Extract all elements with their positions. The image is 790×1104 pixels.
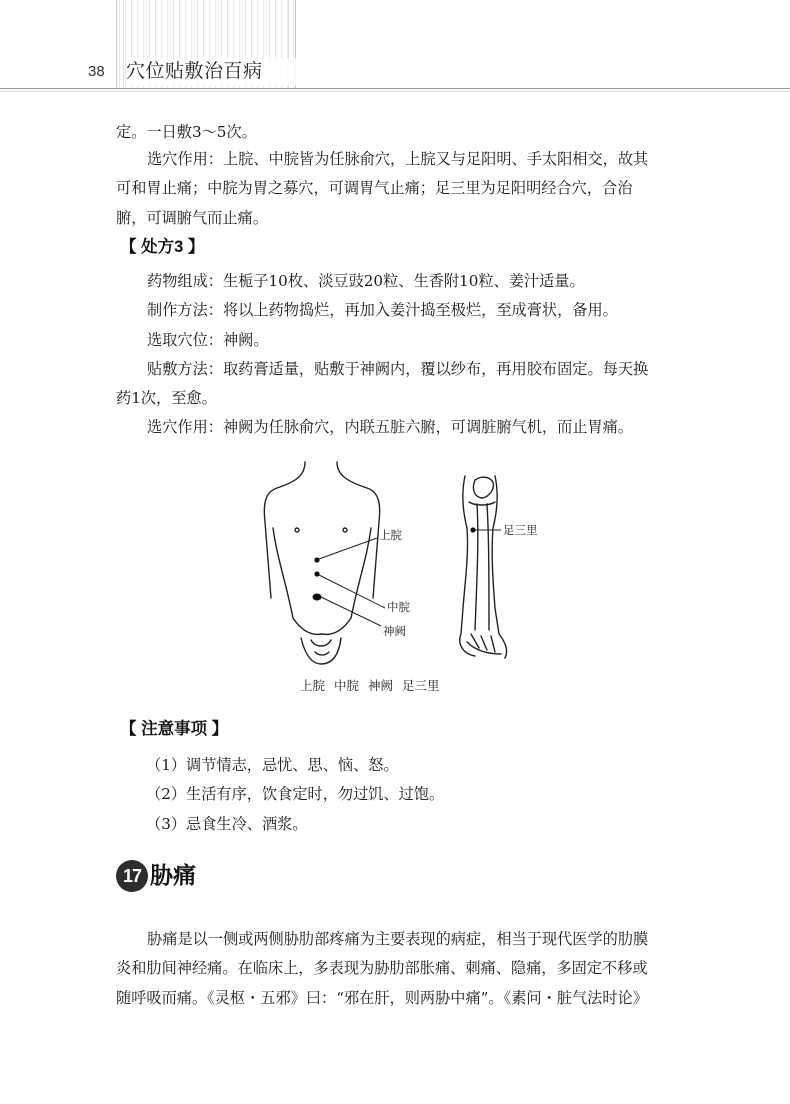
text-line: 选穴作用：上脘、中脘皆为任脉俞穴，上脘又与足阳明、手太阳相交，故其 xyxy=(147,150,649,168)
page-number: 38 xyxy=(88,63,105,80)
label-zusanli: 足三里 xyxy=(503,525,538,537)
text-line: 炎和肋间神经痛。在临床上，多表现为胁肋部胀痛、刺痛、隐痛，多固定不移或 xyxy=(116,959,648,978)
list-item: （2）生活有序，饮食定时，勿过饥、过饱。 xyxy=(146,785,445,804)
section-title: 胁痛 xyxy=(150,863,196,889)
text-line: 腑，可调腑气而止痛。 xyxy=(116,208,268,227)
section-number-badge: 17 xyxy=(116,860,148,892)
text-line: 胁痛是以一侧或两侧胁肋部疼痛为主要表现的病症，相当于现代医学的肋膜 xyxy=(147,930,649,948)
text-line: 选取穴位：神阙。 xyxy=(147,330,269,349)
header-rule-secondary xyxy=(0,91,790,92)
label-shenque: 神阙 xyxy=(383,626,406,638)
text-line: 贴敷方法：取药膏适量，贴敷于神阙内，覆以纱布，再用胶布固定。每天换 xyxy=(147,359,649,378)
list-item: （1）调节情志，忌忧、思、恼、怒。 xyxy=(146,756,399,774)
header-rule xyxy=(0,88,790,89)
text-line: 可和胃止痛；中脘为胃之募穴，可调胃气止痛；足三里为足阳明经合穴，合治 xyxy=(116,179,633,198)
text-line: 药物组成：生栀子10枚、淡豆豉20粒、生香附10粒、姜汁适量。 xyxy=(147,272,585,290)
leg-outline xyxy=(460,476,475,656)
text-line: 制作方法：将以上药物捣烂，再加入姜汁捣至极烂，至成膏状，备用。 xyxy=(147,301,618,320)
acupoint-figure xyxy=(255,458,555,670)
prescription-body xyxy=(116,267,676,443)
book-title: 穴位贴敷治百病 xyxy=(126,58,296,86)
section-paragraph xyxy=(116,925,676,1013)
label-zhongwan: 中脘 xyxy=(387,602,410,614)
caption-item: 上脘 xyxy=(300,679,326,693)
figure-caption xyxy=(300,676,500,696)
intro-line: 定。一日敷3～5次。 xyxy=(116,123,257,141)
notes-list xyxy=(146,751,666,839)
text-line: 药1次，至愈。 xyxy=(116,389,217,408)
zhongwan-point xyxy=(314,571,319,576)
intro-effect-paragraph xyxy=(116,145,676,233)
caption-item: 神阙 xyxy=(368,679,394,693)
shenque-point xyxy=(313,594,322,601)
prescription-heading: 【 处方3 】 xyxy=(120,238,205,256)
shangwan-point xyxy=(314,557,319,562)
caption-item: 中脘 xyxy=(334,679,360,693)
zusanli-point xyxy=(470,527,475,532)
label-shangwan: 上脘 xyxy=(379,530,402,542)
caption-item: 足三里 xyxy=(402,679,440,693)
acupoint-illustration xyxy=(255,458,555,670)
list-item: （3）忌食生冷、酒浆。 xyxy=(146,814,308,833)
notes-heading: 【 注意事项 】 xyxy=(120,720,229,738)
text-line: 选穴作用：神阙为任脉俞穴，内联五脏六腑，可调脏腑气机，而止胃痛。 xyxy=(147,418,633,437)
text-line: 随呼吸而痛。《灵枢・五邪》曰：“邪在肝，则两胁中痛”。《素问・脏气法时论》 xyxy=(116,988,648,1007)
